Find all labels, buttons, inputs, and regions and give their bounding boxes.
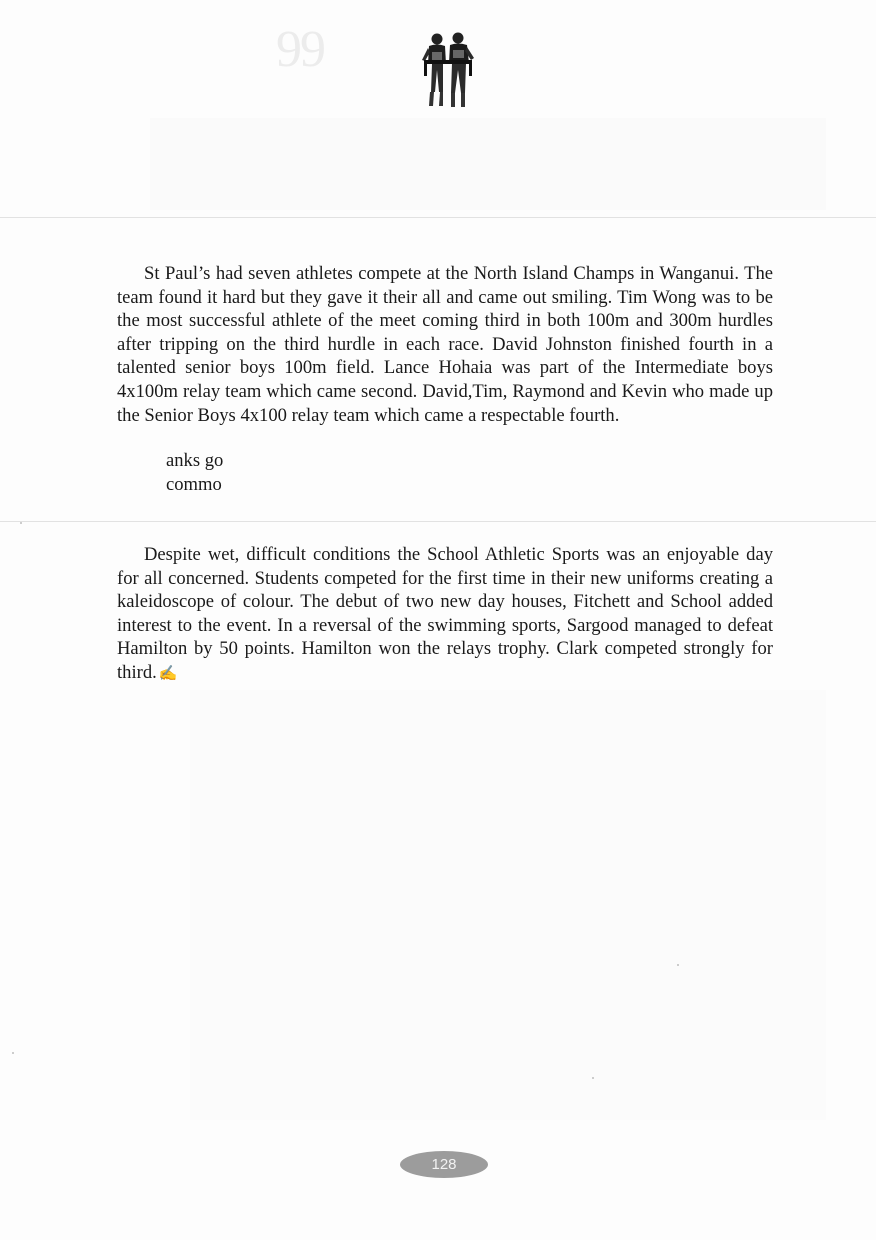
page-number: 128: [431, 1156, 457, 1173]
background-panel-main: [190, 690, 826, 1120]
divider-top: [0, 217, 876, 218]
article-paragraph-school-athletic-sports: [117, 543, 773, 687]
scan-speck: [20, 522, 22, 524]
scan-speck: [677, 964, 679, 966]
writing-hand-icon: ✍: [158, 665, 178, 682]
article-paragraph-north-island-champs: St Paul’s had seven athletes compete at the North Island Champs in Wanganui. The team found it hard but they gave it their all and came out smiling. Tim Wong was to be the most successful athlete of the meet coming third in both 100m and 300m hurdles after tripping on the third hurdle in each race. David Johnston finished fourth in a talented senior boys 100m field. Lance Hohaia was part of the Intermediate boys 4x100m relay team which came second. David,Tim, Raymond and Kevin who made up the Senior Boys 4x100 relay team which came a respectable fourth.: [117, 263, 773, 426]
scan-speck: [592, 1077, 594, 1079]
divider-middle: [0, 521, 876, 522]
year-watermark: 99: [276, 21, 324, 78]
two-athletes-illustration-icon: [418, 30, 478, 110]
text-fragment-1: anks go: [166, 450, 224, 471]
text-fragments: [166, 449, 223, 496]
text-fragment-2: commo: [166, 473, 222, 495]
page-number-badge: [400, 1151, 488, 1178]
paragraph-2-text: Despite wet, difficult conditions the School Athletic Sports was an enjoyable day for all concerned. Students competed for the first time in their new uniforms creating a kaleidoscope of colour. The debut of two new day houses, Fitchett and School added interest to the event. In a reversal of the swimming sports, Sargood managed to defeat Hamilton by 50 points. Hamilton won the relays trophy. Clark competed strongly for third.: [117, 544, 773, 683]
background-panel-top: [150, 118, 826, 210]
scan-speck: [12, 1052, 14, 1054]
